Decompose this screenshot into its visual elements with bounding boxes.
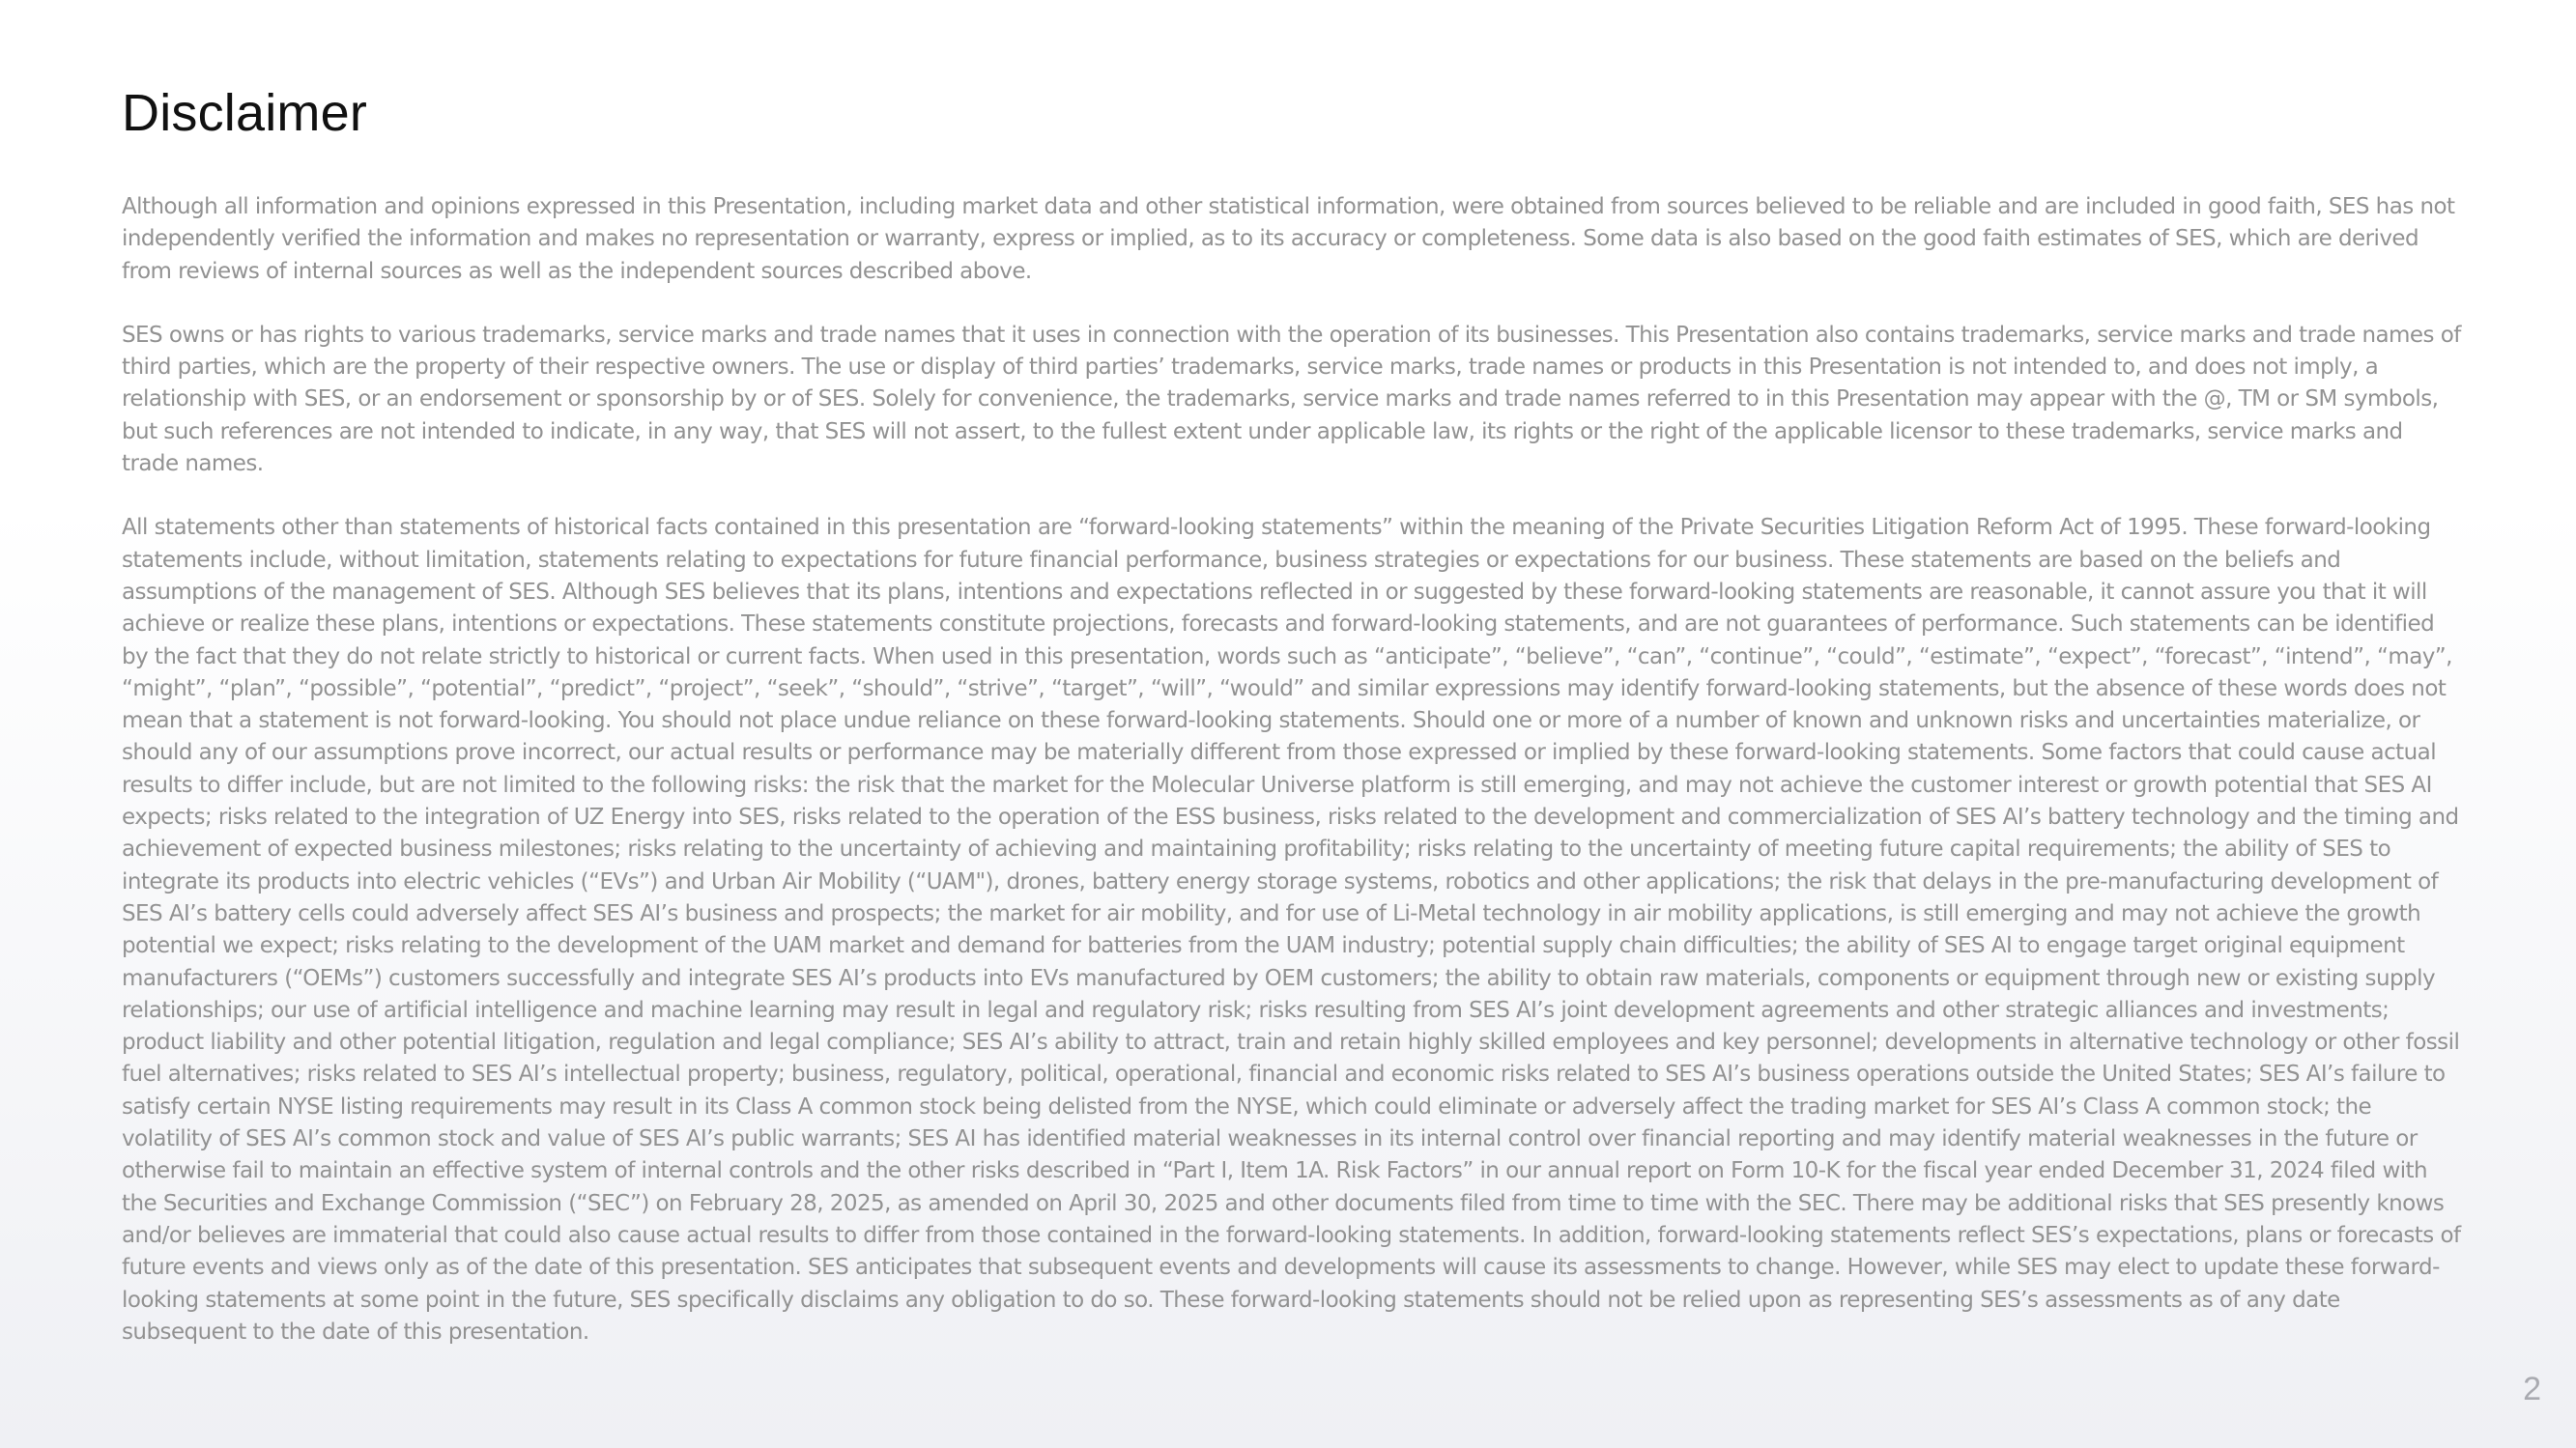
page-number: 2 — [2523, 1371, 2541, 1407]
slide-title: Disclaimer — [122, 84, 368, 142]
paragraph-data-sources: Although all information and opinions expressed in this Presentation, including market data and other statistical information, were obtained from sources believed to be reliable and are included in good faith, SES has not independently verified the information and makes no representation or warranty, express or implied, as to its accuracy or completeness. Some data is also based on the good faith estimates of SES, which are derived from reviews of internal sources as well as the independent sources described above. — [122, 194, 2455, 284]
paragraph-trademarks: SES owns or has rights to various trademarks, service marks and trade names that it uses in connection with the operation of its businesses. This Presentation also contains trademarks, service marks and trade names of third parties, which are the property of their respective owners. The use or display of third parties’ trademarks, service marks, trade names or products in this Presentation is not intended to, and does not imply, a relationship with SES, or an endorsement or sponsorship by or of SES. Solely for convenience, the trademarks, service marks and trade names referred to in this Presentation may appear with the @, TM or SM symbols, but such references are not intended to indicate, in any way, that SES will not assert, to the fullest extent under applicable law, its rights or the right of the applicable licensor to these trademarks, service marks and trade names. — [122, 322, 2461, 477]
paragraph-forward-looking-statements: All statements other than statements of historical facts contained in this presentation are “forward-looking statements” within the meaning of the Private Securities Litigation Reform Act of 1995. These forward-looking statements include, without limitation, statements relating to expectations for future financial performance, business strategies or expectations for our business. These statements are based on the beliefs and assumptions of the management of SES. Although SES believes that its plans, intentions and expectations reflected in or suggested by these forward-looking statements are reasonable, it cannot assure you that it will achieve or realize these plans, intentions or expectations. These statements constitute projections, forecasts and forward-looking statements, and are not guarantees of performance. Such statements can be identified by the fact that they do not relate strictly to historical or current facts. When used in this presentation, words such as “anticipate”, “believe”, “can”, “continue”, “could”, “estimate”, “expect”, “forecast”, “intend”, “may”, “might”, “plan”, “possible”, “potential”, “predict”, “project”, “seek”, “should”, “strive”, “target”, “will”, “would” and similar expressions may identify forward-looking statements, but the absence of these words does not mean that a statement is not forward-looking. You should not place undue reliance on these forward-looking statements. Should one or more of a number of known and unknown risks and uncertainties materialize, or should any of our assumptions prove incorrect, our actual results or performance may be materially different from those expressed or implied by these forward-looking statements. Some factors that could cause actual results to differ include, but are not limited to the following risks: the risk that the market for the Molecular Universe platform is still emerging, and may not achieve the customer interest or growth potential that SES AI expects; risks related to the integration of UZ Energy into SES, risks related to the operation of the ESS business, risks related to the development and commercialization of SES AI’s battery technology and the timing and achievement of expected business milestones; risks relating to the uncertainty of achieving and maintaining profitability; risks relating to the uncertainty of meeting future capital requirements; the ability of SES to integrate its products into electric vehicles (“EVs”) and Urban Air Mobility (“UAM"), drones, battery energy storage systems, robotics and other applications; the risk that delays in the pre-manufacturing development of SES AI’s battery cells could adversely affect SES AI’s business and prospects; the market for air mobility, and for use of Li-Metal technology in air mobility applications, is still emerging and may not achieve the growth potential we expect; risks relating to the development of the UAM market and demand for batteries from the UAM industry; potential supply chain difficulties; the ability of SES AI to engage target original equipment manufacturers (“OEMs”) customers successfully and integrate SES AI’s products into EVs manufactured by OEM customers; the ability to obtain raw materials, components or equipment through new or existing supply relationships; our use of artificial intelligence and machine learning may result in legal and regulatory risk; risks resulting from SES AI’s joint development agreements and other strategic alliances and investments; product liability and other potential litigation, regulation and legal compliance; SES AI’s ability to attract, train and retain highly skilled employees and key personnel; developments in alternative technology or other fossil fuel alternatives; risks related to SES AI’s intellectual property; business, regulatory, political, operational, financial and economic risks related to SES AI’s business operations outside the United States; SES AI’s failure to satisfy certain NYSE listing requirements may result in its Class A common stock being delisted from the NYSE, which could eliminate or adversely affect the trading market for SES AI’s Class A common stock; the volatility of SES AI’s common stock and value of SES AI’s public warrants; SES AI has identified material weaknesses in its internal control over financial reporting and may identify material weaknesses in the future or otherwise fail to maintain an effective system of internal controls and the other risks described in “Part I, Item 1A. Risk Factors” in our annual report on Form 10-K for the fiscal year ended December 31, 2024 filed with the Securities and Exchange Commission (“SEC”) on February 28, 2025, as amended on April 30, 2025 and other documents filed from time to time with the SEC. There may be additional risks that SES presently knows and/or believes are immaterial that could also cause actual results to differ from those contained in the forward-looking statements. In addition, forward-looking statements reflect SES’s expectations, plans or forecasts of future events and views only as of the date of this presentation. SES anticipates that subsequent events and developments will cause its assessments to change. However, while SES may elect to update these forward-looking statements at some point in the future, SES specifically disclaims any obligation to do so. These forward-looking statements should not be relied upon as representing SES’s assessments as of any date subsequent to the date of this presentation. — [122, 515, 2461, 1345]
disclaimer-body — [122, 191, 2465, 1380]
